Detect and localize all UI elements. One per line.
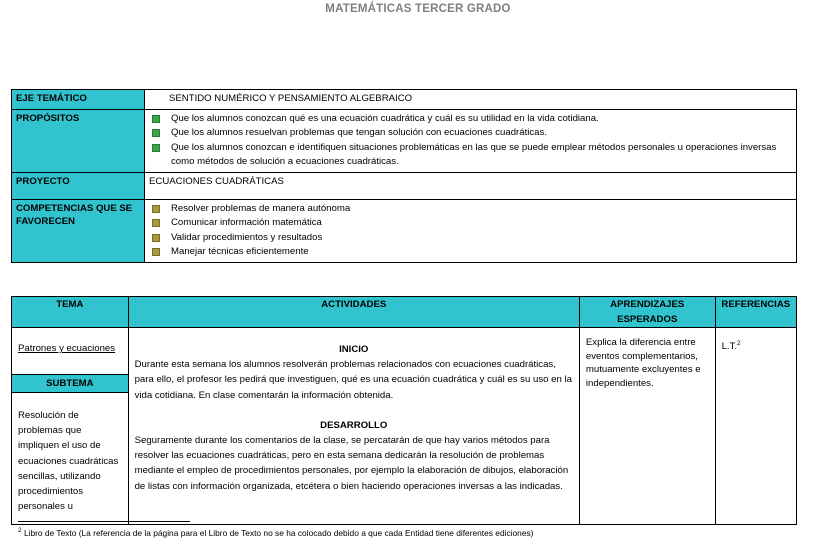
square-bullet-icon [152,248,160,256]
header-aprendizajes: APRENDIZAJES ESPERADOS [579,297,715,328]
proyecto-label: PROYECTO [12,172,145,199]
plan-body-row [12,328,797,525]
footnote-marker: 2 [737,340,741,347]
footnote-text: Libro de Texto (La referencia de la página para el Libro de Texto no se ha colocado debido a que cada Entidad tiene diferentes ediciones) [21,527,534,538]
proposito-text: Que los alumnos conozcan e identifiquen situaciones problemáticas en las que se puede emplear métodos personales u operaciones inversas como métodos de solución a ecuaciones cuadráticas. [171,141,777,167]
eje-row [12,90,797,110]
proposito-text: Que los alumnos conozcan qué es una ecuación cuadrática y cuál es su utilidad en la vida cotidiana. [171,112,599,124]
page-title: MATEMÁTICAS TERCER GRADO [325,3,511,15]
actividades-cell [128,328,579,525]
subtema-text: Resolución de problemas que impliquen el uso de ecuaciones cuadráticas sencillas, utilizando procedimientos personales u [18,410,119,513]
competencias-cell [145,199,797,262]
proposito-text: Que los alumnos resuelvan problemas que tengan solución con ecuaciones cuadráticas. [171,127,547,138]
competencia-text: Resolver problemas de manera autónoma [171,202,351,214]
competencia-text: Manejar técnicas eficientemente [171,246,309,257]
inicio-text: Durante esta semana los alumnos resolverán problemas relacionados con ecuaciones cuadráticas, para ello, el profesor les pedirá que investiguen, qué es una ecuación cuadrática y cuál es su uso en la vida cotidiana. En clase comentarán la información obtenida. [134,359,572,401]
desarrollo-heading: DESARROLLO [320,419,388,431]
propositos-cell [145,109,797,172]
desarrollo-text: Seguramente durante los comentarios de la clase, se percatarán de que hay varios métodos para resolver las ecuaciones cuadráticas, pero en esta semana dedicarán la resolución de problemas mediante el empleo de procedimientos personales, por ejemplo la elaboración de dibujos, elaboración de listas con información organizada, etcétera o bien haciendo operaciones inversas a las indicadas. [134,435,569,492]
referencias-cell [715,328,796,525]
proyecto-value: ECUACIONES CUADRÁTICAS [145,172,797,199]
competencia-text: Validar procedimientos y resultados [171,231,323,243]
square-bullet-icon [152,205,160,213]
proyecto-row [12,172,797,199]
competencia-text: Comunicar información matemática [171,217,322,228]
info-table [11,89,797,263]
footnote [18,527,533,538]
tema-text: Patrones y ecuaciones [18,343,116,354]
aprendizajes-text: Explica la diferencia entre eventos complementarios, mutuamente excluyentes e independientes. [585,337,701,389]
eje-value: SENTIDO NUMÉRICO Y PENSAMIENTO ALGEBRAICO [145,90,797,110]
header-referencias: REFERENCIAS [715,297,796,328]
propositos-label: PROPÓSITOS [12,109,145,172]
aprendizajes-cell [579,328,715,525]
competencias-label: COMPETENCIAS QUE SE FAVORECEN [12,199,145,262]
competencia-item [149,245,792,260]
competencia-item [149,202,792,217]
square-bullet-icon [152,219,160,227]
competencia-item [149,216,792,231]
plan-table [11,296,797,525]
square-bullet-icon [152,234,160,242]
square-bullet-icon [152,144,160,152]
plan-header-row [12,297,797,328]
tema-cell [12,328,129,525]
square-bullet-icon [152,129,160,137]
proposito-item [149,126,792,141]
square-bullet-icon [152,115,160,123]
referencias-text: L.T. [721,341,738,353]
subtema-label: SUBTEMA [12,374,128,393]
propositos-row [12,109,797,172]
proposito-item [149,112,792,127]
footnote-divider [18,521,190,522]
inicio-heading: INICIO [339,344,369,355]
competencias-row [12,199,797,262]
proposito-item [149,141,792,170]
header-tema: TEMA [12,297,129,328]
footnote-number: 2 [18,527,22,534]
competencia-item [149,231,792,246]
header-actividades: ACTIVIDADES [128,297,579,328]
eje-label: EJE TEMÁTICO [12,90,145,110]
